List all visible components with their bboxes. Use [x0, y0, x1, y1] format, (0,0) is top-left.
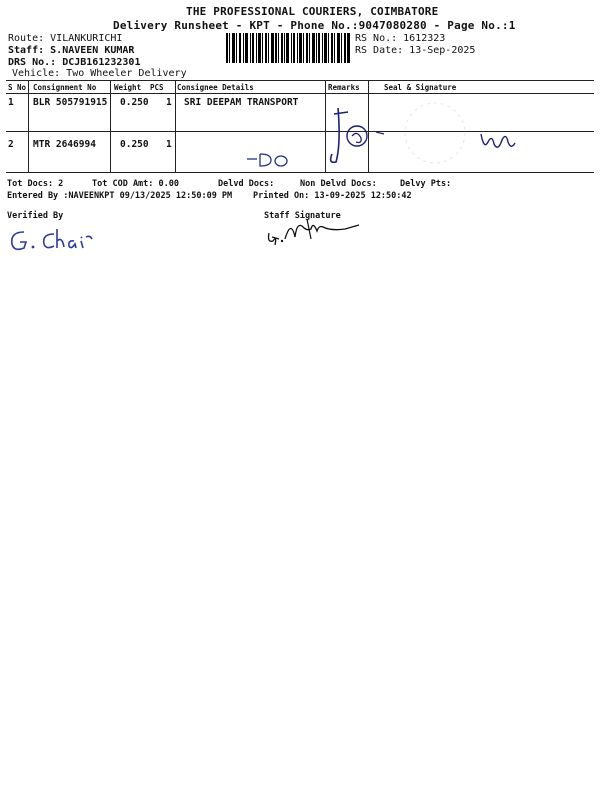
delivered-docs: Delvd Docs:: [218, 179, 275, 189]
verified-by-label: Verified By: [7, 211, 64, 221]
total-docs: Tot Docs: 2: [7, 179, 64, 189]
table-row-1-consignee: SRI DEEPAM TRANSPORT: [184, 97, 299, 108]
receiver-signature-image: [326, 104, 401, 169]
table-row-2-weight: 0.250: [120, 139, 149, 150]
verified-by-signature-image: [6, 225, 96, 257]
rs-number: RS No.: 1612323: [355, 33, 446, 44]
table-row-1-pcs: 1: [166, 97, 172, 108]
rs-date: RS Date: 13-Sep-2025: [355, 45, 476, 56]
drs-value: DCJB161232301: [62, 57, 141, 68]
staff-value: S.NAVEEN KUMAR: [50, 45, 135, 56]
remarks-ditto-handwriting: [245, 150, 295, 170]
total-cod-amount: Tot COD Amt: 0.00: [92, 179, 179, 189]
col-header-seal-signature: Seal & Signature: [384, 83, 457, 92]
col-header-remarks: Remarks: [328, 83, 360, 92]
staff-label: Staff:: [8, 45, 45, 56]
col-divider: [110, 80, 111, 172]
col-header-weight: Weight: [114, 83, 142, 92]
staff-signature-label: Staff Signature: [264, 211, 341, 221]
col-header-consignee: Consignee Details: [177, 83, 254, 92]
barcode-image: [226, 33, 350, 63]
table-row-2-consignment: MTR 2646994: [33, 139, 96, 150]
seal-stamp-image: [400, 98, 470, 168]
printed-on: Printed On: 13-09-2025 12:50:42: [253, 191, 412, 201]
table-row-2-sno: 2: [8, 139, 14, 150]
table-row-1-sno: 1: [8, 97, 14, 108]
col-header-consignment: Consignment No: [33, 83, 97, 92]
table-header-border: [6, 93, 594, 94]
delivery-points: Delvy Pts:: [400, 179, 452, 189]
route-row: [8, 33, 122, 44]
non-delivered-docs: Non Delvd Docs:: [300, 179, 377, 189]
table-row-2-pcs: 1: [166, 139, 172, 150]
drs-label: DRS No.:: [8, 57, 57, 68]
staff-row: [8, 45, 134, 56]
seal-signature-scribble-image: [478, 128, 518, 154]
company-name: THE PROFESSIONAL COURIERS, COIMBATORE: [186, 5, 439, 18]
col-divider: [28, 80, 29, 172]
table-top-border: [6, 80, 594, 81]
table-row-1-consignment: BLR 505791915: [33, 97, 108, 108]
route-label: Route:: [8, 33, 45, 44]
staff-signature-image: [265, 215, 365, 255]
route-value: VILANKURICHI: [50, 33, 123, 44]
drs-row: [8, 57, 140, 68]
runsheet-title: Delivery Runsheet - KPT - Phone No.:9047080280 - Page No.:1: [113, 19, 516, 32]
table-bottom-border: [6, 172, 594, 173]
col-divider: [175, 80, 176, 172]
col-header-pcs: PCS: [150, 83, 164, 92]
entered-by: Entered By :NAVEENKPT 09/13/2025 12:50:09 PM: [7, 191, 233, 201]
vehicle-type: Vehicle: Two Wheeler Delivery: [12, 68, 187, 79]
table-row-1-weight: 0.250: [120, 97, 149, 108]
col-header-sno: S No: [8, 83, 27, 92]
